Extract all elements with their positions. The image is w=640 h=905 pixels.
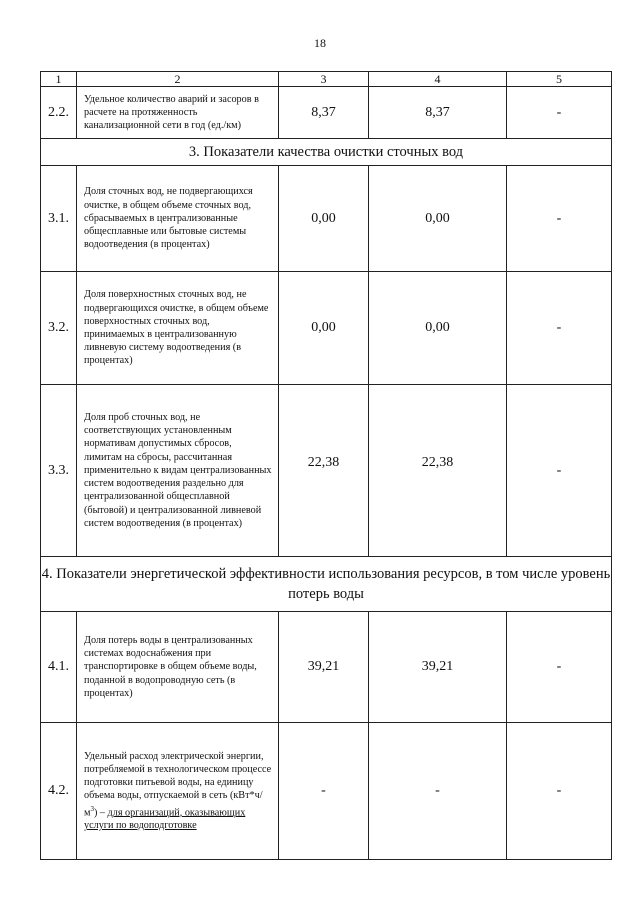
header-col-3: 3 (279, 72, 369, 87)
row-description-text: Удельный расход электрической энергии, потребляемой в технологическом процессе подготовки питьевой воды, на единицу объема воды, отпускаемой в сеть (кВт*ч/м (84, 750, 272, 818)
header-col-5: 5 (507, 72, 612, 87)
row-number: 3.3. (41, 385, 77, 557)
indicators-table (40, 71, 612, 860)
table-row (41, 166, 612, 272)
row-description: Доля сточных вод, не подвергающихся очистке, в общем объеме сточных вод, сбрасываемых в централизованные общесплавные или бытовые системы водоотведения (в процентах) (77, 166, 279, 272)
section-heading-3: 3. Показатели качества очистки сточных вод (41, 139, 612, 166)
row-value-col-5: - (507, 612, 612, 723)
row-description (77, 723, 279, 860)
row-description: Доля потерь воды в централизованных системах водоснабжения при транспортировке в общем объеме воды, поданной в водопроводную сеть (в процентах) (77, 612, 279, 723)
row-description: Доля поверхностных сточных вод, не подвергающихся очистке, в общем объеме поверхностных сточных вод, принимаемых в централизованную ливневую систему водоотведения (в процентах) (77, 272, 279, 385)
section-heading-row (41, 557, 612, 612)
table-row (41, 612, 612, 723)
table-row (41, 87, 612, 139)
row-description-dash: ) – (93, 806, 108, 818)
row-value-col-5: - (507, 87, 612, 139)
row-value-col-3: 8,37 (279, 87, 369, 139)
row-value-col-4: 22,38 (369, 385, 507, 557)
row-value-col-4: 0,00 (369, 272, 507, 385)
row-number: 3.1. (41, 166, 77, 272)
row-number: 4.1. (41, 612, 77, 723)
row-value-col-4: 8,37 (369, 87, 507, 139)
row-description: Удельное количество аварий и засоров в расчете на протяженность канализационной сети в год (ед./км) (77, 87, 279, 139)
row-value-col-3: 0,00 (279, 166, 369, 272)
table-row (41, 272, 612, 385)
page-number: 18 (314, 36, 326, 50)
row-value-col-4: 39,21 (369, 612, 507, 723)
row-number: 4.2. (41, 723, 77, 860)
unit-superscript: 3 (90, 804, 94, 813)
row-value-col-4: 0,00 (369, 166, 507, 272)
table-row (41, 723, 612, 860)
section-heading-row (41, 139, 612, 166)
row-value-col-3: 22,38 (279, 385, 369, 557)
row-value-col-5: - (507, 385, 612, 557)
row-value-col-3: 0,00 (279, 272, 369, 385)
row-value-col-5: - (507, 166, 612, 272)
table-row (41, 385, 612, 557)
row-description-underlined: для организаций, оказывающих услуги по водоподготовке (84, 806, 246, 832)
row-value-col-3: - (279, 723, 369, 860)
row-value-col-5: - (507, 723, 612, 860)
row-description: Доля проб сточных вод, не соответствующих установленным нормативам допустимых сбросов, лимитам на сбросы, рассчитанная применительно к видам централизованных систем водоотведения раздельно для централизованной общесплавной (бытовой) и централизованной ливневой систем водоотведения (в процентах) (77, 385, 279, 557)
table-header-row (41, 72, 612, 87)
header-col-1: 1 (41, 72, 77, 87)
row-value-col-3: 39,21 (279, 612, 369, 723)
row-value-col-5: - (507, 272, 612, 385)
header-col-2: 2 (77, 72, 279, 87)
row-value-col-4: - (369, 723, 507, 860)
row-number: 2.2. (41, 87, 77, 139)
header-col-4: 4 (369, 72, 507, 87)
row-number: 3.2. (41, 272, 77, 385)
section-heading-4: 4. Показатели энергетической эффективности использования ресурсов, в том числе уровень потерь воды (41, 557, 612, 612)
